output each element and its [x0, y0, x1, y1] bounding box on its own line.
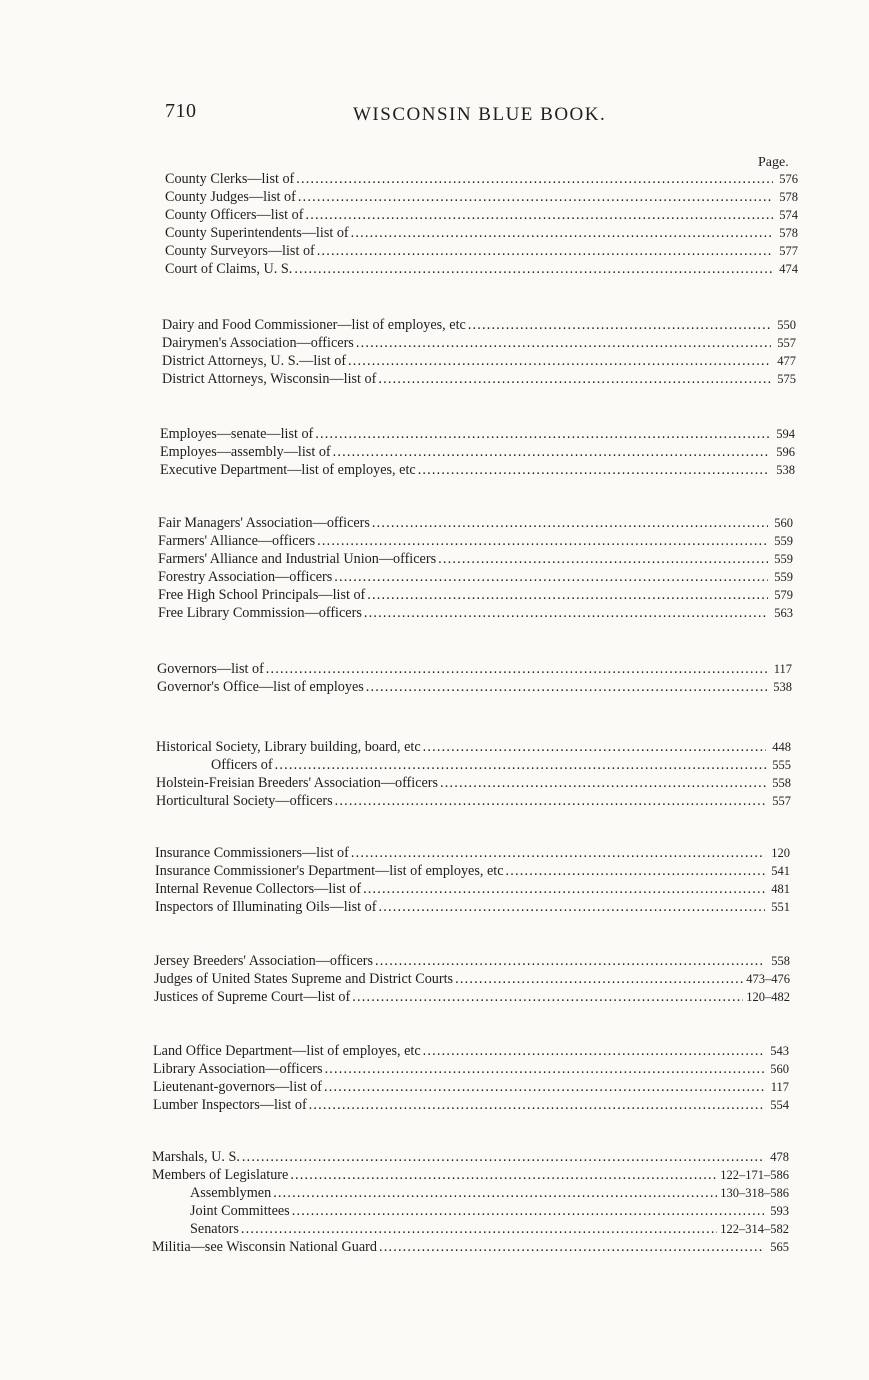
index-entry [155, 844, 790, 862]
entry-page-number: 565 [770, 1240, 789, 1254]
index-entry [165, 188, 798, 206]
index-entry [152, 1220, 789, 1238]
index-group-i [155, 844, 790, 916]
dot-leader [273, 1184, 717, 1202]
entry-label: Assemblymen [190, 1185, 272, 1201]
index-group-m [152, 1148, 789, 1256]
dot-leader [455, 970, 743, 988]
index-group-h [156, 738, 791, 810]
entry-label: Employes—senate—list of [160, 426, 314, 442]
dot-leader [335, 792, 766, 810]
entry-label: Internal Revenue Collectors—list of [155, 881, 362, 897]
running-title: WISCONSIN BLUE BOOK. [353, 104, 607, 125]
entry-label: Free Library Commission—officers [158, 605, 362, 621]
entry-label: Dairy and Food Commissioner—list of employes, etc [162, 317, 466, 333]
entry-label: Lumber Inspectors—list of [153, 1097, 307, 1113]
index-entry [165, 206, 798, 224]
index-entry [160, 461, 795, 479]
dot-leader [324, 1078, 764, 1096]
dot-leader [423, 1042, 764, 1060]
index-entry [153, 1096, 789, 1114]
dot-leader [242, 1148, 764, 1166]
index-group-d [162, 316, 796, 388]
index-entry [162, 370, 796, 388]
dot-leader [315, 425, 770, 443]
dot-leader [298, 188, 773, 206]
entry-page-number: 574 [779, 208, 798, 222]
page-number: 710 [165, 100, 197, 122]
index-entry [154, 988, 790, 1006]
index-entry [162, 352, 796, 370]
entry-page-number: 577 [779, 244, 798, 258]
entry-label: Inspectors of Illuminating Oils—list of [155, 899, 377, 915]
entry-page-number: 541 [771, 864, 790, 878]
entry-page-number: 576 [779, 172, 798, 186]
index-entry [156, 738, 791, 756]
dot-leader [418, 461, 770, 479]
entry-label: Horticultural Society—officers [156, 793, 333, 809]
index-group-f [158, 514, 793, 622]
entry-page-number: 474 [779, 262, 798, 276]
index-entry [153, 1078, 789, 1096]
dot-leader [317, 532, 768, 550]
index-entry [154, 970, 790, 988]
dot-leader [241, 1220, 717, 1238]
dot-leader [375, 952, 765, 970]
entry-label: County Surveyors—list of [165, 243, 315, 259]
entry-page-number: 594 [776, 427, 795, 441]
index-entry [158, 586, 793, 604]
index-entry [165, 170, 798, 188]
index-entry [162, 316, 796, 334]
entry-label: Insurance Commissioner's Department—list of employes, etc [155, 863, 504, 879]
entry-page-number: 543 [770, 1044, 789, 1058]
index-entry [156, 792, 791, 810]
dot-leader [351, 844, 765, 862]
entry-page-number: 560 [770, 1062, 789, 1076]
dot-leader [367, 586, 768, 604]
entry-page-number: 117 [770, 1080, 789, 1094]
index-entry [152, 1184, 789, 1202]
entry-label: District Attorneys, U. S.—list of [162, 353, 347, 369]
entry-page-number: 558 [772, 776, 791, 790]
entry-label: Farmers' Alliance and Industrial Union—officers [158, 551, 437, 567]
entry-page-number: 559 [774, 552, 793, 566]
index-entry [165, 260, 798, 278]
dot-leader [423, 738, 766, 756]
entry-label: County Officers—list of [165, 207, 304, 223]
index-entry [152, 1148, 789, 1166]
index-entry [152, 1166, 789, 1184]
index-entry [154, 952, 790, 970]
dot-leader [348, 352, 771, 370]
dot-leader [290, 1166, 717, 1184]
index-entry [165, 224, 798, 242]
index-group-c [165, 170, 798, 278]
index-entry [155, 862, 790, 880]
index-entry [155, 880, 790, 898]
entry-label: Senators [190, 1221, 239, 1237]
dot-leader [275, 756, 766, 774]
index-group-e [160, 425, 795, 479]
entry-label: Free High School Principals—list of [158, 587, 366, 603]
dot-leader [294, 260, 773, 278]
entry-label: Jersey Breeders' Association—officers [154, 953, 373, 969]
dot-leader [292, 1202, 764, 1220]
entry-page-number: 554 [770, 1098, 789, 1112]
dot-leader [378, 370, 771, 388]
dot-leader [438, 550, 768, 568]
dot-leader [296, 170, 773, 188]
entry-page-number: 578 [779, 190, 798, 204]
index-entry [157, 660, 792, 678]
entry-page-number: 575 [777, 372, 796, 386]
index-entry [160, 443, 795, 461]
index-entry [155, 898, 790, 916]
entry-page-number: 473–476 [746, 972, 790, 986]
index-entry [156, 756, 791, 774]
index-entry [158, 568, 793, 586]
entry-page-number: 120 [771, 846, 790, 860]
dot-leader [356, 334, 771, 352]
index-group-l [153, 1042, 789, 1114]
index-entry [160, 425, 795, 443]
entry-page-number: 122–314–582 [720, 1222, 789, 1236]
index-group-g [157, 660, 792, 696]
entry-page-number: 120–482 [746, 990, 790, 1004]
index-entry [157, 678, 792, 696]
dot-leader [325, 1060, 764, 1078]
index-entry [152, 1202, 789, 1220]
entry-page-number: 538 [773, 680, 792, 694]
entry-label: Officers of [211, 757, 273, 773]
index-entry [158, 550, 793, 568]
index-entry [158, 514, 793, 532]
entry-label: Joint Committees [190, 1203, 290, 1219]
dot-leader [266, 660, 767, 678]
entry-page-number: 579 [774, 588, 793, 602]
entry-page-number: 481 [771, 882, 790, 896]
entry-label: Justices of Supreme Court—list of [154, 989, 351, 1005]
entry-label: Fair Managers' Association—officers [158, 515, 370, 531]
entry-label: County Judges—list of [165, 189, 296, 205]
index-entry [153, 1042, 789, 1060]
entry-label: County Superintendents—list of [165, 225, 349, 241]
entry-page-number: 477 [777, 354, 796, 368]
entry-page-number: 578 [779, 226, 798, 240]
entry-page-number: 559 [774, 570, 793, 584]
entry-page-number: 478 [770, 1150, 789, 1164]
index-entry [158, 604, 793, 622]
dot-leader [352, 988, 743, 1006]
entry-page-number: 558 [771, 954, 790, 968]
dot-leader [317, 242, 773, 260]
entry-label: Land Office Department—list of employes, etc [153, 1043, 421, 1059]
entry-page-number: 122–171–586 [720, 1168, 789, 1182]
dot-leader [379, 1238, 764, 1256]
entry-page-number: 557 [777, 336, 796, 350]
entry-page-number: 559 [774, 534, 793, 548]
entry-label: Governor's Office—list of employes [157, 679, 364, 695]
entry-label: County Clerks—list of [165, 171, 295, 187]
index-entry [158, 532, 793, 550]
dot-leader [351, 224, 773, 242]
dot-leader [366, 678, 767, 696]
dot-leader [364, 604, 768, 622]
entry-page-number: 551 [771, 900, 790, 914]
dot-leader [372, 514, 768, 532]
dot-leader [378, 898, 765, 916]
entry-label: Farmers' Alliance—officers [158, 533, 316, 549]
dot-leader [333, 443, 770, 461]
entry-page-number: 557 [772, 794, 791, 808]
entry-page-number: 593 [770, 1204, 789, 1218]
entry-label: Holstein-Freisian Breeders' Association—officers [156, 775, 439, 791]
entry-page-number: 563 [774, 606, 793, 620]
index-entry [165, 242, 798, 260]
index-entry [153, 1060, 789, 1078]
entry-label: Court of Claims, U. S. [165, 261, 293, 277]
dot-leader [305, 206, 773, 224]
dot-leader [440, 774, 766, 792]
entry-label: Insurance Commissioners—list of [155, 845, 349, 861]
page-column-header: Page. [758, 155, 789, 170]
entry-page-number: 596 [776, 445, 795, 459]
entry-label: Lieutenant-governors—list of [153, 1079, 323, 1095]
index-entry [152, 1238, 789, 1256]
entry-label: Employes—assembly—list of [160, 444, 331, 460]
entry-label: Members of Legislature [152, 1167, 289, 1183]
dot-leader [506, 862, 766, 880]
entry-label: Library Association—officers [153, 1061, 323, 1077]
entry-label: Forestry Association—officers [158, 569, 333, 585]
entry-label: Historical Society, Library building, board, etc [156, 739, 421, 755]
entry-label: District Attorneys, Wisconsin—list of [162, 371, 377, 387]
entry-page-number: 117 [773, 662, 792, 676]
index-entry [162, 334, 796, 352]
dot-leader [309, 1096, 764, 1114]
entry-label: Militia—see Wisconsin National Guard [152, 1239, 377, 1255]
dot-leader [334, 568, 768, 586]
entry-page-number: 538 [776, 463, 795, 477]
entry-page-number: 448 [772, 740, 791, 754]
dot-leader [363, 880, 765, 898]
entry-label: Marshals, U. S. [152, 1149, 240, 1165]
entry-label: Governors—list of [157, 661, 264, 677]
index-group-j [154, 952, 790, 1006]
entry-page-number: 550 [777, 318, 796, 332]
entry-label: Judges of United States Supreme and District Courts [154, 971, 454, 987]
entry-page-number: 555 [772, 758, 791, 772]
entry-page-number: 130–318–586 [720, 1186, 789, 1200]
entry-page-number: 560 [774, 516, 793, 530]
entry-label: Executive Department—list of employes, etc [160, 462, 416, 478]
index-entry [156, 774, 791, 792]
entry-label: Dairymen's Association—officers [162, 335, 354, 351]
dot-leader [468, 316, 771, 334]
